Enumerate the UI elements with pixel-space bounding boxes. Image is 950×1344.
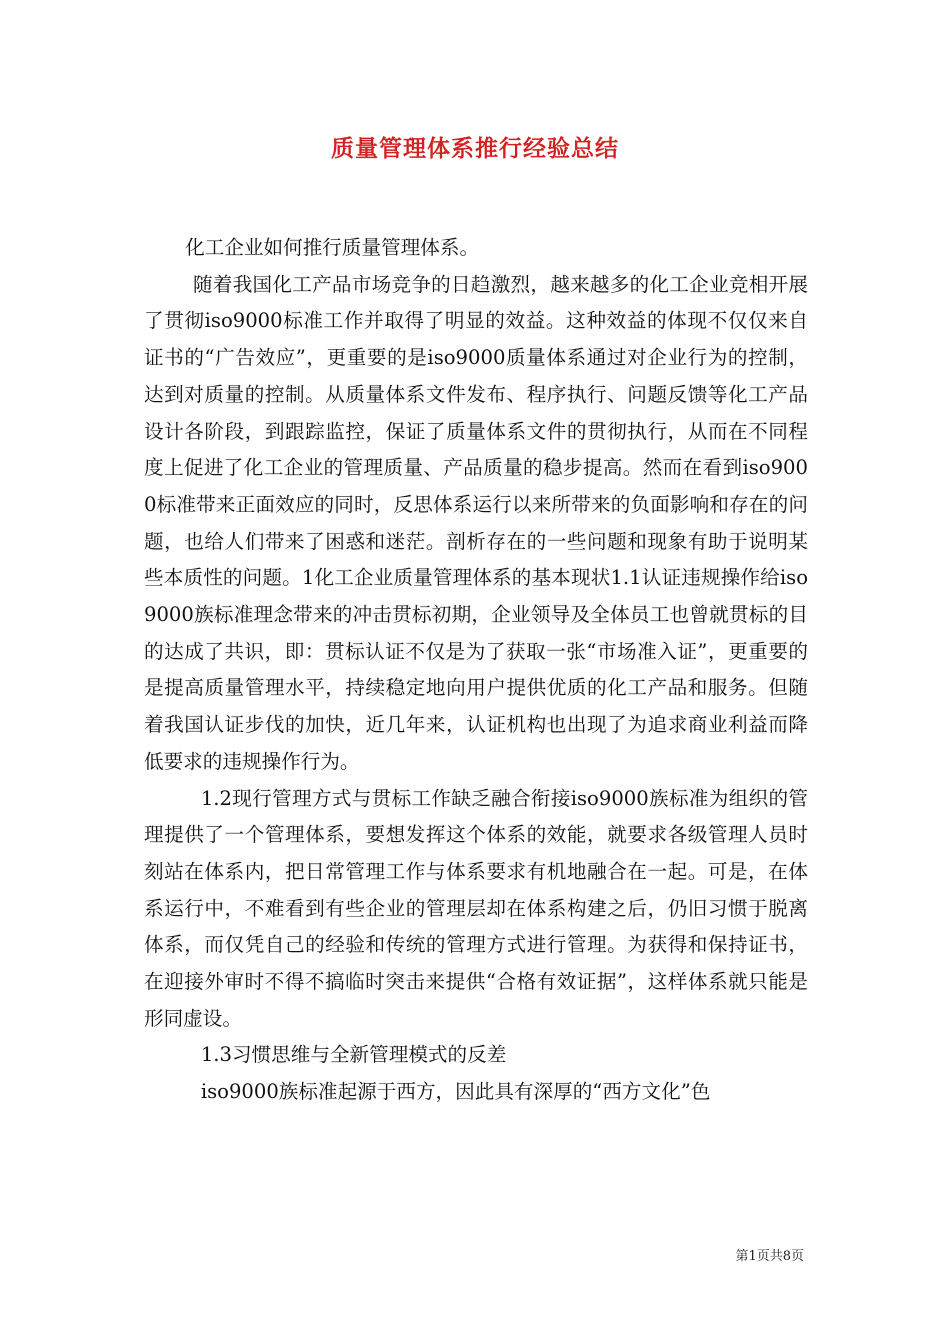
paragraph-section-1-3: iso9000族标准起源于西方，因此具有深厚的“西方文化”色 xyxy=(200,1080,711,1104)
document-body xyxy=(144,230,808,1111)
paragraph-section-1-3-heading: 1.3习惯思维与全新管理模式的反差 xyxy=(200,1043,507,1067)
paragraph-section-1-2: 1.2现行管理方式与贯标工作缺乏融合衔接iso9000族标准为组织的管理提供了一个管理体系，要想发挥这个体系的效能，就要求各级管理人员时刻站在体系内，把日常管理工作与体系要求有机地融合在一起。可是，在体系运行中，不难看到有些企业的管理层却在体系构建之后，仍旧习惯于脱离体系，而仅凭自己的经验和传统的管理方式进行管理。为获得和保持证书，在迎接外审时不得不搞临时突击来提供“合格有效证据”，这样体系就只能是形同虚设。 xyxy=(144,786,808,1030)
document-title: 质量管理体系推行经验总结 xyxy=(331,136,619,162)
paragraph-intro: 化工企业如何推行质量管理体系。 xyxy=(185,236,480,259)
page-number-footer: 第1页共8页 xyxy=(735,1249,804,1264)
paragraph-status: 随着我国化工产品市场竞争的日趋激烈，越来越多的化工企业竞相开展了贯彻iso9000标准工作并取得了明显的效益。这种效益的体现不仅仅来自证书的“广告效应”，更重要的是iso9000质量体系通过对企业行为的控制，达到对质量的控制。从质量体系文件发布、程序执行、问题反馈等化工产品设计各阶段，到跟踪监控，保证了质量体系文件的贯彻执行，从而在不同程度上促进了化工企业的管理质量、产品质量的稳步提高。然而在看到iso9000标准带来正面效应的同时，反思体系运行以来所带来的负面影响和存在的问题，也给人们带来了困惑和迷茫。剖析存在的一些问题和现象有助于说明某些本质性的问题。1化工企业质量管理体系的基本现状1.1认证违规操作给iso9000族标准理念带来的冲击贯标初期，企业领导及全体员工也曾就贯标的目的达成了共识，即：贯标认证不仅是为了获取一张“市场准入证”，更重要的是提高质量管理水平，持续稳定地向用户提供优质的化工产品和服务。但随着我国认证步伐的加快，近几年来，认证机构也出现了为追求商业利益而降低要求的违规操作行为。 xyxy=(144,272,808,773)
